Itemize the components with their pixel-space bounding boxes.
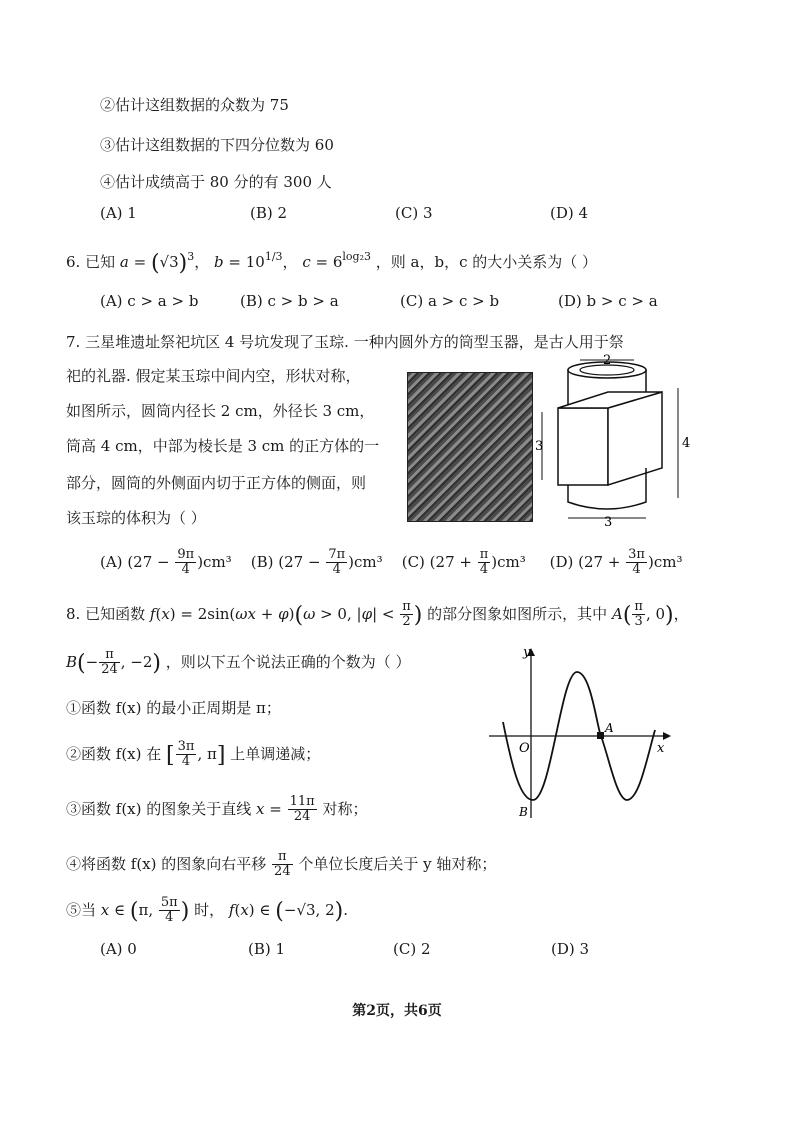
q8-mid: 的部分图象如图所示，其中 [427, 604, 608, 623]
q7-line-6: 该玉琮的体积为（ ） [66, 509, 206, 527]
q6-tail: ，则 a，b，c 的大小关系为（ ） [375, 253, 598, 271]
q6-stem: 6. 已知 $a = (√3)^3$， $b = 10^{1/3}$， $c = 6^{log_23}$ ，则 a，b，c 的大小关系为（ ） [66, 250, 598, 276]
q5-statement-4: ④估计成绩高于 80 分的有 300 人 [100, 173, 332, 191]
q7-option-a[interactable]: (A) (27 − $\frac{9\pi}{4}$ )cm³ [100, 547, 232, 578]
jade-cong-diagram [530, 350, 710, 530]
graph-y-label: y [523, 645, 531, 660]
q6-pre: 已知 [85, 253, 116, 271]
q7-options [100, 548, 682, 578]
dim-right-label: 4 [682, 436, 691, 451]
q5-option-d[interactable]: (D) 4 [550, 204, 589, 222]
q6-number: 6. [66, 253, 81, 271]
q7-line-1: 7. 三星堆遗址祭祀坑区 4 号坑发现了玉琮. 一种内圆外方的筒型玉器，是古人用于祭 [66, 333, 624, 351]
jade-cong-photo [407, 372, 533, 522]
q8-stem: 8. 已知函数 f(x) = 2sin(ωx + φ)(ω > 0, |φ| < $\frac{\pi}{2}$ ) 的部分图象如图所示，其中 A( $\frac{\pi}{3}$ , 0)， [66, 599, 689, 630]
q5-option-a[interactable]: (A) 1 [100, 204, 137, 222]
q6-options [100, 292, 658, 310]
q7-option-c[interactable]: (C) (27 + $\frac{\pi}{4}$ )cm³ [401, 547, 526, 578]
q8-statement-1: ①函数 f(x) 的最小正周期是 π； [66, 699, 281, 717]
q8-number: 8. [66, 604, 81, 623]
graph-x-label: x [657, 741, 665, 756]
q7-line-2: 祀的礼器. 假定某玉琮中间内空，形状对称， [66, 367, 361, 385]
q8-sine-graph [485, 642, 675, 822]
q7-line-3: 如图所示，圆筒内径长 2 cm，外径长 3 cm， [66, 402, 375, 420]
q7-line-5: 部分，圆筒的外侧面内切于正方体的侧面，则 [66, 474, 367, 492]
graph-point-b-label: B [519, 805, 528, 819]
q8-statement-4: ④将函数 f(x) 的图象向右平移 $\frac{\pi}{24}$ 个单位长度后关于 y 轴对称； [66, 849, 497, 880]
q8-statement-5: ⑤当 x ∈ (π, $\frac{5\pi}{4}$ ) 时， f(x) ∈ (−√3, 2). [66, 895, 349, 926]
graph-origin-label: O [519, 741, 530, 756]
dim-bottom-label: 3 [604, 515, 613, 530]
q5-statement-3: ③估计这组数据的下四分位数为 60 [100, 136, 334, 154]
q8-option-a[interactable]: (A) 0 [100, 940, 137, 958]
q8-statement-2: ②函数 f(x) 在 [ $\frac{3\pi}{4}$ , π] 上单调递减； [66, 739, 321, 770]
q8-option-b[interactable]: (B) 1 [248, 940, 286, 958]
q8-options [100, 940, 589, 958]
dim-left-label: 3 [535, 439, 544, 454]
q8-statement-3: ③函数 f(x) 的图象关于直线 x = $\frac{11\pi}{24}$ 对称； [66, 794, 368, 825]
q6-option-c[interactable]: (C) a > c > b [400, 292, 500, 310]
page-footer: 第2页，共6页 [352, 1003, 442, 1019]
dim-top-label: 2 [603, 353, 612, 368]
q6-option-d[interactable]: (D) b > c > a [558, 292, 658, 310]
q8-option-c[interactable]: (C) 2 [393, 940, 431, 958]
q5-statement-2: ②估计这组数据的众数为 75 [100, 96, 289, 114]
q7-option-d[interactable]: (D) (27 + $\frac{3\pi}{4}$ )cm³ [549, 547, 683, 578]
q7-option-b[interactable]: (B) (27 − $\frac{7\pi}{4}$ )cm³ [250, 547, 383, 578]
q8-option-d[interactable]: (D) 3 [551, 940, 590, 958]
q6-option-a[interactable]: (A) c > a > b [100, 292, 199, 310]
q5-options [100, 204, 588, 222]
q6-option-b[interactable]: (B) c > b > a [240, 292, 339, 310]
q5-option-b[interactable]: (B) 2 [250, 204, 288, 222]
q5-option-c[interactable]: (C) 3 [395, 204, 433, 222]
q8-stem-2: B(− $\frac{\pi}{24}$ , −2) ，则以下五个说法正确的个数为（ ） [66, 647, 411, 678]
q8-pre: 已知函数 [85, 604, 146, 623]
graph-point-a-label: A [605, 721, 614, 735]
q7-line-4: 筒高 4 cm，中部为棱长是 3 cm 的正方体的一 [66, 437, 380, 455]
q8-tail: ，则以下五个说法正确的个数为（ ） [165, 652, 411, 671]
